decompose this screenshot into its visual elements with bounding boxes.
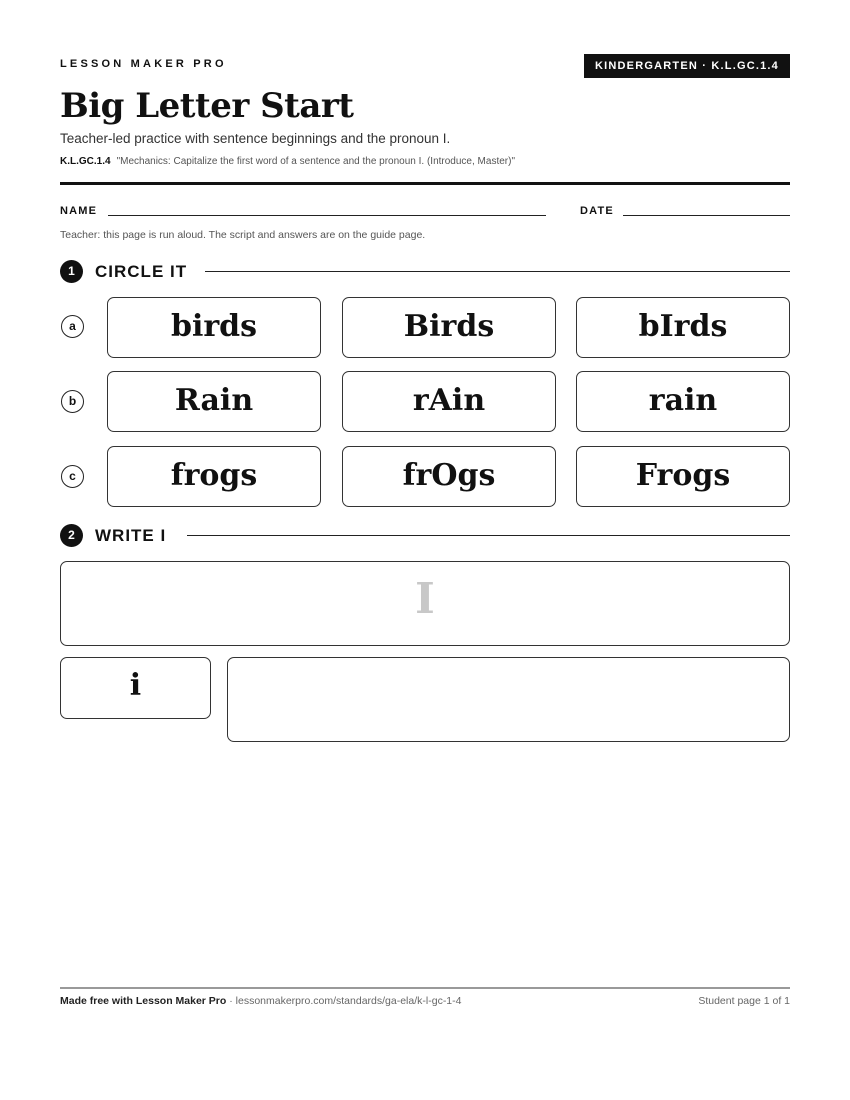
date-label: DATE: [580, 205, 614, 217]
trace-letter: I: [415, 574, 435, 623]
word-choice[interactable]: rAin: [342, 371, 556, 432]
section-circle-it-header: [60, 260, 790, 284]
name-label: NAME: [60, 205, 98, 217]
grade-badge: KINDERGARTEN · K.L.GC.1.4: [584, 54, 790, 78]
page-subtitle: Teacher-led practice with sentence beginnings and the pronoun I.: [60, 131, 451, 146]
row-letter-b: b: [61, 390, 84, 413]
section-rule: [205, 271, 790, 272]
word-choice[interactable]: frOgs: [342, 446, 556, 507]
trace-box[interactable]: [60, 561, 790, 646]
word-choice[interactable]: bIrds: [576, 297, 790, 358]
footer-made-with: Made free with Lesson Maker Pro: [60, 995, 227, 1007]
word-choice[interactable]: birds: [107, 297, 321, 358]
section-rule: [187, 535, 790, 536]
name-field-line[interactable]: [108, 215, 546, 216]
word-choice[interactable]: Rain: [107, 371, 321, 432]
lowercase-example-box: i: [60, 657, 211, 719]
section-title: WRITE I: [95, 526, 167, 545]
writing-box[interactable]: [227, 657, 790, 742]
section-write-i-header: [60, 524, 790, 548]
row-letter-a: a: [61, 315, 84, 338]
standard-code: K.L.GC.1.4: [60, 156, 111, 167]
section-title: CIRCLE IT: [95, 262, 188, 281]
header-divider: [60, 182, 790, 185]
row-letter-c: c: [61, 465, 84, 488]
standard-text: "Mechanics: Capitalize the first word of a sentence and the pronoun I. (Introduce, Master)": [116, 156, 515, 167]
section-number-badge: 1: [60, 260, 83, 283]
footer-divider: [60, 987, 790, 989]
standard-line: [60, 156, 515, 167]
word-choice[interactable]: rain: [576, 371, 790, 432]
page-title: Big Letter Start: [60, 86, 354, 126]
footer-url[interactable]: · lessonmakerpro.com/standards/ga-ela/k-l-gc-1-4: [226, 995, 462, 1007]
footer-credit: [60, 995, 462, 1007]
brand-name: LESSON MAKER PRO: [60, 58, 227, 70]
section-number-badge: 2: [60, 524, 83, 547]
word-choice[interactable]: Birds: [342, 297, 556, 358]
date-field-line[interactable]: [623, 215, 790, 216]
word-choice[interactable]: Frogs: [576, 446, 790, 507]
word-choice[interactable]: frogs: [107, 446, 321, 507]
footer-page-number: Student page 1 of 1: [698, 995, 790, 1007]
teacher-note: Teacher: this page is run aloud. The script and answers are on the guide page.: [60, 229, 426, 241]
